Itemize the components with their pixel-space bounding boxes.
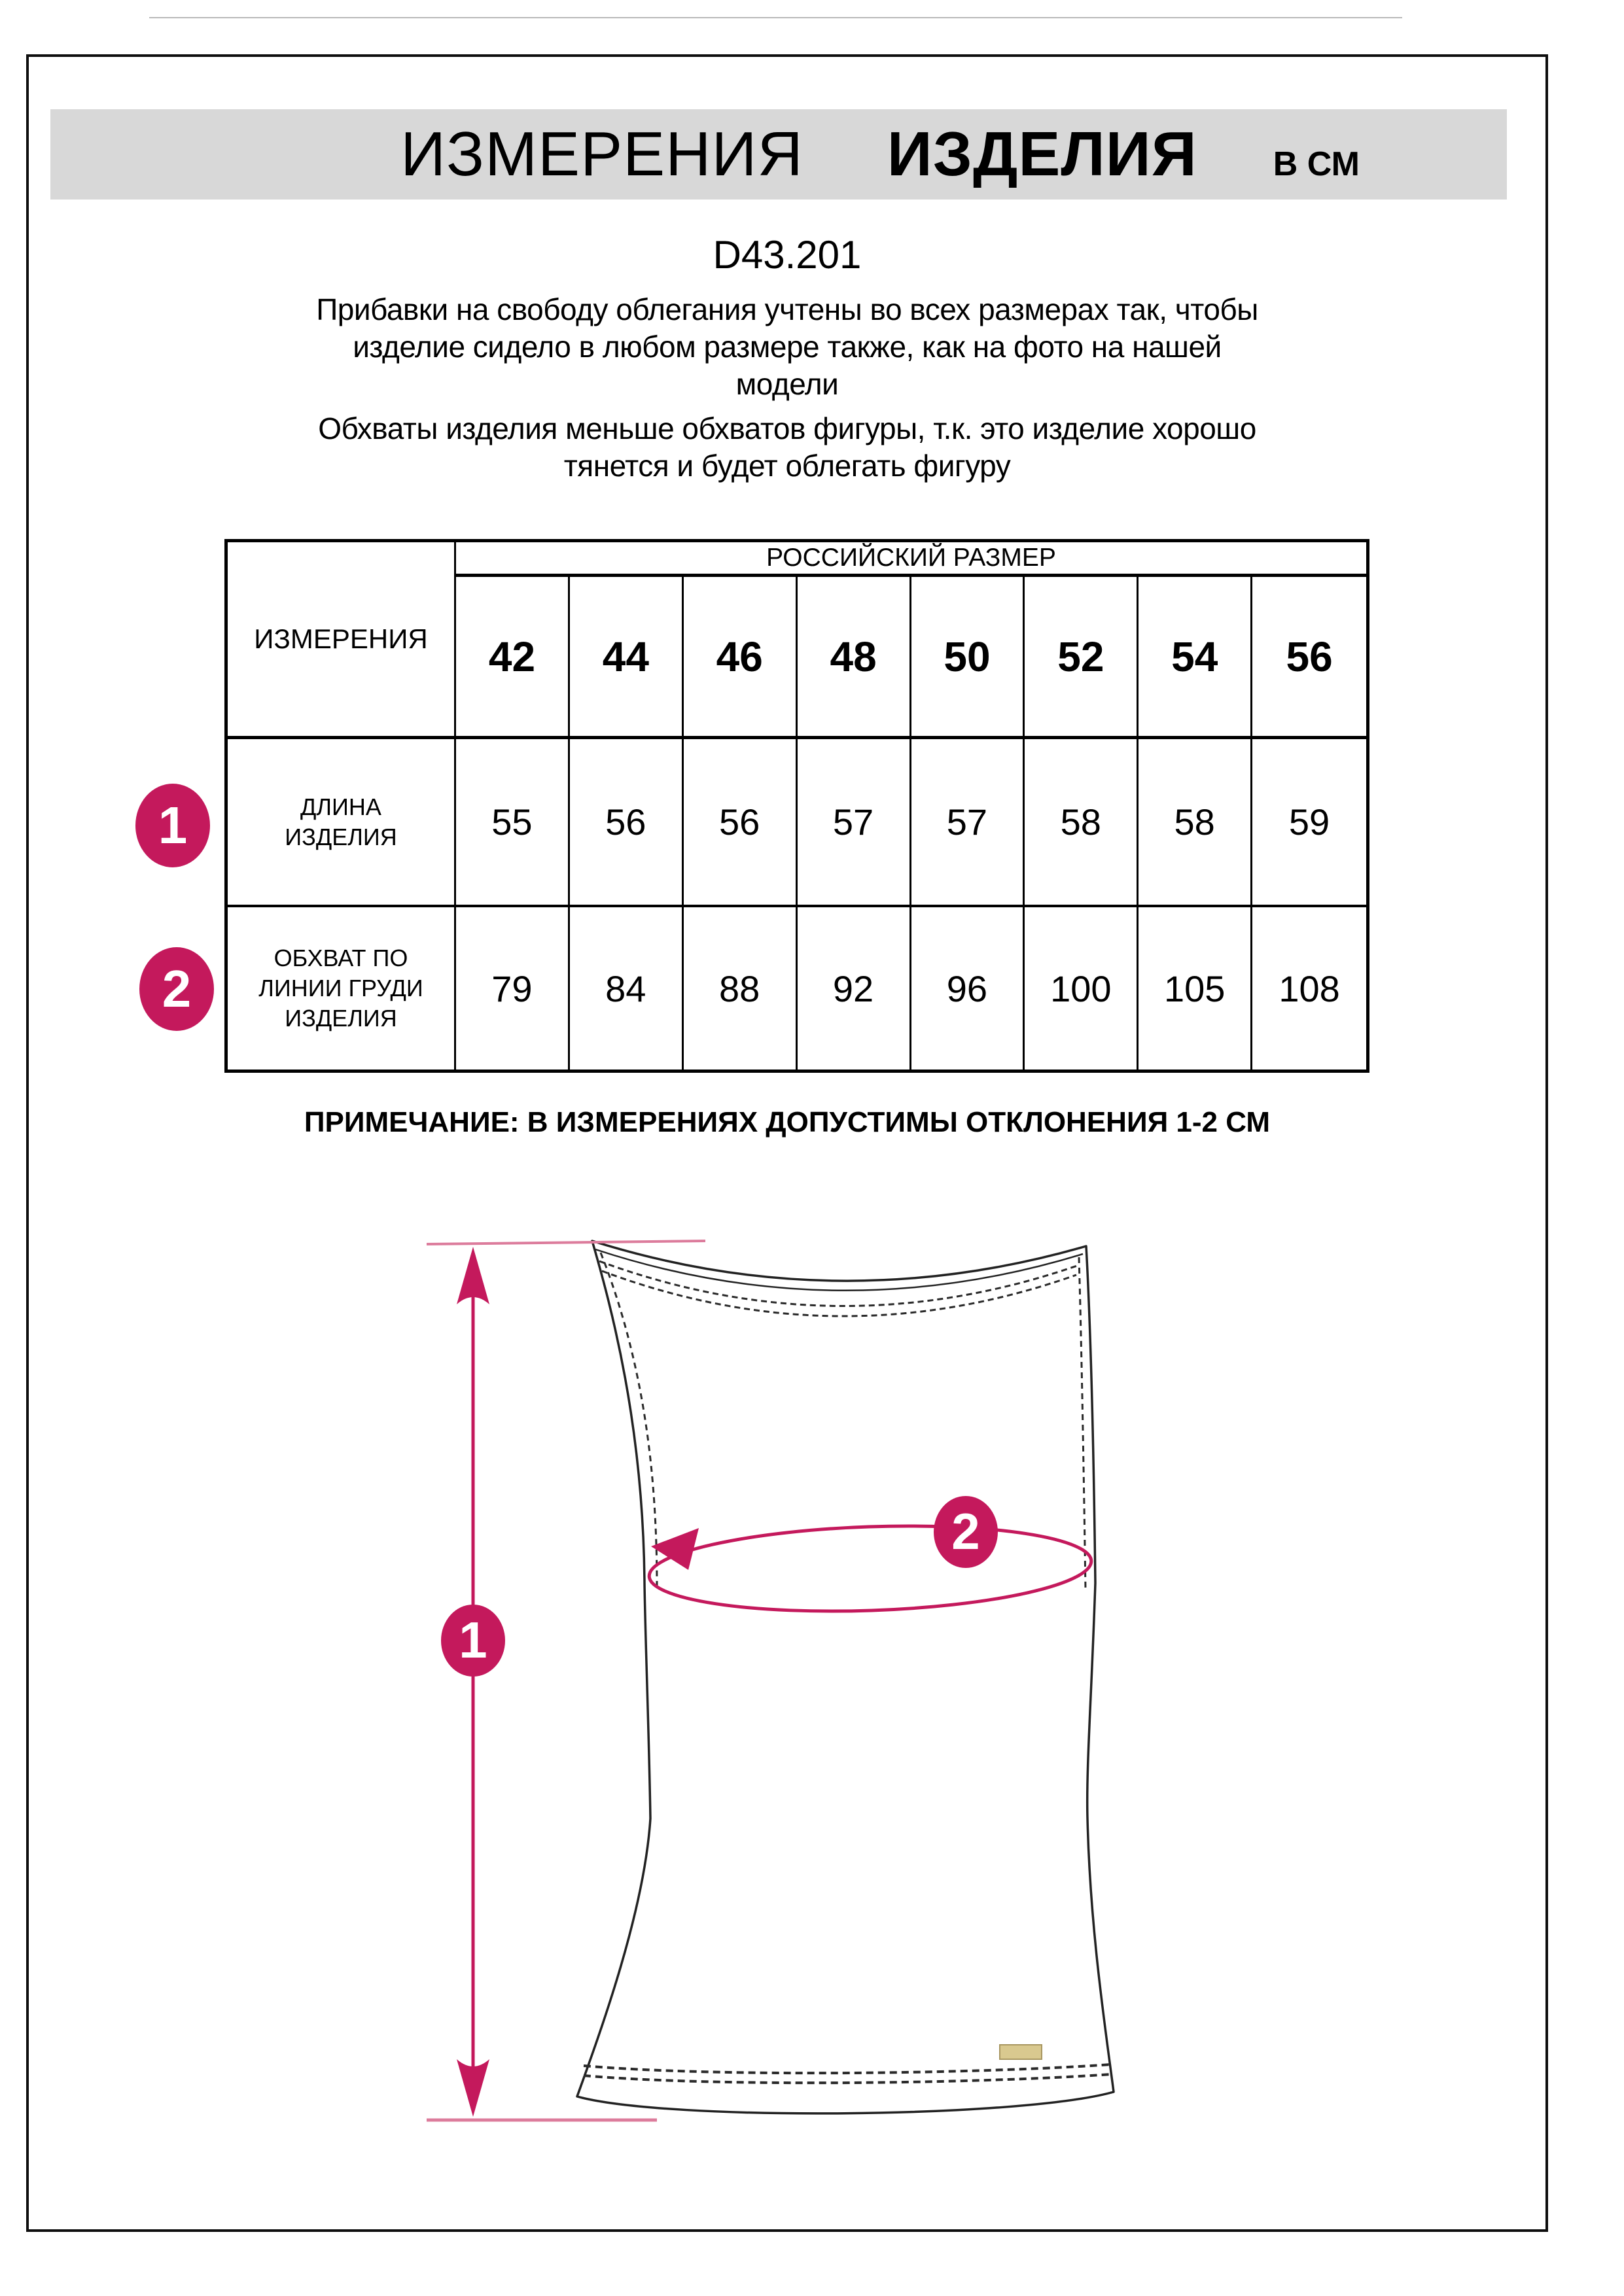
length-value-cell: 59 xyxy=(1252,739,1366,907)
size-header-56: 56 xyxy=(1252,577,1366,739)
title-bar xyxy=(50,109,1507,200)
length-value-cell: 56 xyxy=(570,739,684,907)
product-code: D43.201 xyxy=(713,233,862,277)
chest-value-cell: 84 xyxy=(570,907,684,1070)
title-measurements: ИЗМЕРЕНИЯ xyxy=(400,119,803,189)
intro-paragraph-1-line-2: изделие сидело в любом размере также, как на фото на нашей xyxy=(353,330,1222,364)
length-row-label: ДЛИНА ИЗДЕЛИЯ xyxy=(228,739,456,907)
marker-2-number: 2 xyxy=(951,1503,980,1560)
length-value-cell: 56 xyxy=(684,739,798,907)
length-value-cell: 58 xyxy=(1025,739,1139,907)
intro-paragraph-2 xyxy=(29,410,1545,485)
size-header-42: 42 xyxy=(456,577,570,739)
garment-outline xyxy=(577,1241,1114,2113)
chest-row-label: ОБХВАТ ПО ЛИНИИ ГРУДИ ИЗДЕЛИЯ xyxy=(228,907,456,1070)
length-value-cell: 57 xyxy=(798,739,911,907)
row-marker-2: 2 xyxy=(139,947,214,1031)
title-units: В СМ xyxy=(1273,145,1360,183)
length-arrowhead-bottom xyxy=(457,2059,489,2117)
size-header-52: 52 xyxy=(1025,577,1139,739)
size-header-54: 54 xyxy=(1139,577,1252,739)
size-header-48: 48 xyxy=(798,577,911,739)
title-product: ИЗДЕЛИЯ xyxy=(887,119,1197,189)
size-header-44: 44 xyxy=(570,577,684,739)
intro-paragraph-1-line-3: модели xyxy=(735,367,839,401)
intro-paragraph-2-line-1: Обхваты изделия меньше обхватов фигуры, т.к. это изделие хорошо xyxy=(318,411,1256,445)
intro-paragraph-1 xyxy=(29,291,1545,403)
note-text: ПРИМЕЧАНИЕ: В ИЗМЕРЕНИЯХ ДОПУСТИМЫ ОТКЛОНЕНИЯ 1-2 СМ xyxy=(304,1106,1271,1138)
garment-diagram xyxy=(366,1177,1204,2159)
length-guide-top xyxy=(427,1241,705,1244)
chest-value-cell: 100 xyxy=(1025,907,1139,1070)
russian-size-header: РОССИЙСКИЙ РАЗМЕР xyxy=(456,542,1366,577)
marker-1-number: 1 xyxy=(459,1611,487,1669)
size-table xyxy=(224,539,1369,1073)
chest-value-cell: 105 xyxy=(1139,907,1252,1070)
length-value-cell: 57 xyxy=(911,739,1025,907)
page-frame xyxy=(26,54,1548,2232)
corner-header-cell: ИЗМЕРЕНИЯ xyxy=(228,542,456,739)
chest-value-cell: 79 xyxy=(456,907,570,1070)
length-value-cell: 55 xyxy=(456,739,570,907)
page-top-edge-line xyxy=(149,17,1402,18)
row-marker-1: 1 xyxy=(135,784,210,867)
chest-value-cell: 108 xyxy=(1252,907,1366,1070)
chest-value-cell: 92 xyxy=(798,907,911,1070)
chest-value-cell: 88 xyxy=(684,907,798,1070)
length-value-cell: 58 xyxy=(1139,739,1252,907)
length-arrowhead-top xyxy=(457,1247,489,1304)
intro-paragraph-2-line-2: тянется и будет облегать фигуру xyxy=(563,449,1011,483)
size-header-50: 50 xyxy=(911,577,1025,739)
chest-value-cell: 96 xyxy=(911,907,1025,1070)
size-header-46: 46 xyxy=(684,577,798,739)
hem-label xyxy=(1000,2045,1042,2059)
intro-paragraph-1-line-1: Прибавки на свободу облегания учтены во всех размерах так, чтобы xyxy=(316,292,1258,326)
